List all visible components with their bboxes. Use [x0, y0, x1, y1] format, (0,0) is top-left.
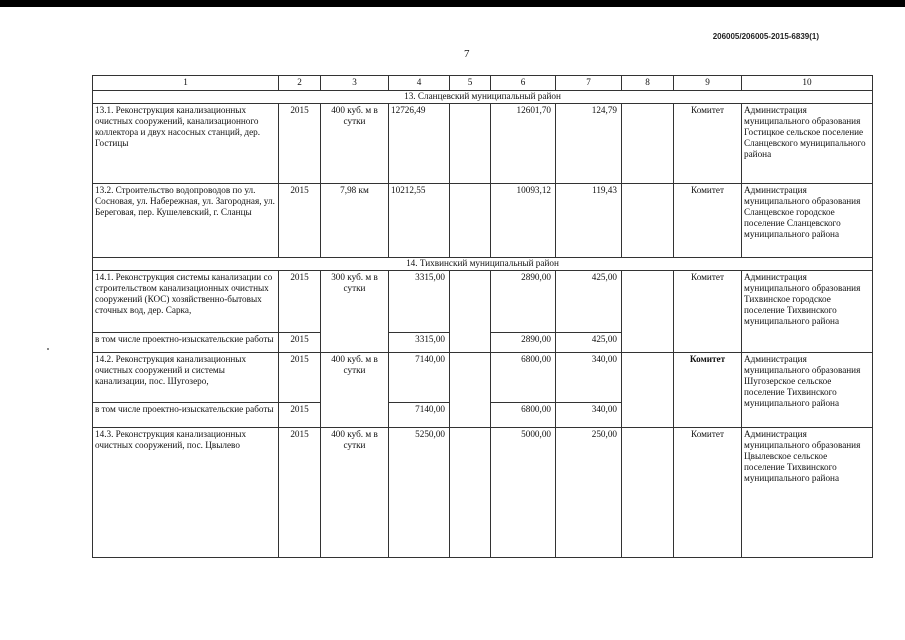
- section-row: [93, 258, 873, 271]
- col-5: [450, 184, 491, 258]
- section-title: 13. Сланцевский муниципальный район: [93, 91, 873, 104]
- subrow-year: 2015: [279, 333, 321, 353]
- table-row: [93, 353, 873, 403]
- total-amount: 10212,55: [389, 184, 450, 258]
- column-header-4: 4: [389, 76, 450, 91]
- year: 2015: [279, 271, 321, 333]
- section-title: 14. Тихвинский муниципальный район: [93, 258, 873, 271]
- column-header-3: 3: [321, 76, 389, 91]
- object-name: 14.1. Реконструкция системы канализации со строительством канализационных очистных сооружений (КОС) хозяйственно-бытовых сточных вод, дер. Сарка,: [93, 271, 279, 333]
- col-8: [622, 104, 674, 184]
- object-name: 13.1. Реконструкция канализационных очистных сооружений, канализационного коллектора и двух насосных станций, дер. Гостицы: [93, 104, 279, 184]
- program-table: [92, 75, 873, 558]
- recipient: Администрация муниципального образования Цвылевское сельское поселение Тихвинского муниципального района: [742, 428, 873, 558]
- scan-speck: [47, 348, 49, 350]
- year: 2015: [279, 104, 321, 184]
- object-name: 14.3. Реконструкция канализационных очистных сооружений, пос. Цвылево: [93, 428, 279, 558]
- col-5: [450, 104, 491, 184]
- capacity: 400 куб. м в сутки: [321, 428, 389, 558]
- column-header-7: 7: [556, 76, 622, 91]
- total-amount: 12726,49: [389, 104, 450, 184]
- subrow-total: 3315,00: [389, 333, 450, 353]
- year: 2015: [279, 353, 321, 403]
- subrow-name: в том числе проектно-изыскательские работы: [93, 403, 279, 428]
- column-header-10: 10: [742, 76, 873, 91]
- col-8: [622, 428, 674, 558]
- object-name: 14.2. Реконструкция канализационных очистных сооружений и системы канализации, пос. Шугозеро,: [93, 353, 279, 403]
- header-row: [93, 76, 873, 91]
- total-amount: 3315,00: [389, 271, 450, 333]
- subrow-col-6: 2890,00: [491, 333, 556, 353]
- col-7-amount: 119,43: [556, 184, 622, 258]
- year: 2015: [279, 428, 321, 558]
- page-number: 7: [464, 48, 470, 60]
- column-header-1: 1: [93, 76, 279, 91]
- col-5: [450, 428, 491, 558]
- column-header-5: 5: [450, 76, 491, 91]
- column-header-9: 9: [674, 76, 742, 91]
- col-8: [622, 184, 674, 258]
- subrow-year: 2015: [279, 403, 321, 428]
- object-name: 13.2. Строительство водопроводов по ул. Сосновая, ул. Набережная, ул. Загородная, ул. Береговая, пер. Кушелевский, г. Сланцы: [93, 184, 279, 258]
- col-7-amount: 250,00: [556, 428, 622, 558]
- col-6-amount: 6800,00: [491, 353, 556, 403]
- scan-top-border: [0, 0, 905, 7]
- col-6-amount: 5000,00: [491, 428, 556, 558]
- col-7-amount: 425,00: [556, 271, 622, 333]
- customer: Комитет: [674, 428, 742, 558]
- customer: Комитет: [674, 353, 742, 428]
- col-8: [622, 271, 674, 353]
- recipient: Администрация муниципального образования Сланцевское городское поселение Сланцевского муниципального района: [742, 184, 873, 258]
- recipient: Администрация муниципального образования Тихвинское городское поселение Тихвинского муниципального района: [742, 271, 873, 353]
- col-6-amount: 12601,70: [491, 104, 556, 184]
- capacity: 7,98 км: [321, 184, 389, 258]
- customer: Комитет: [674, 184, 742, 258]
- col-7-amount: 340,00: [556, 353, 622, 403]
- col-5: [450, 271, 491, 353]
- subrow-col-7: 340,00: [556, 403, 622, 428]
- customer: Комитет: [674, 104, 742, 184]
- column-header-8: 8: [622, 76, 674, 91]
- table-row: [93, 428, 873, 558]
- subrow-total: 7140,00: [389, 403, 450, 428]
- capacity: 400 куб. м в сутки: [321, 353, 389, 428]
- table-row: [93, 271, 873, 333]
- col-7-amount: 124,79: [556, 104, 622, 184]
- table-row: [93, 104, 873, 184]
- table-row: [93, 184, 873, 258]
- customer: Комитет: [674, 271, 742, 353]
- subrow-name: в том числе проектно-изыскательские работы: [93, 333, 279, 353]
- subrow-col-7: 425,00: [556, 333, 622, 353]
- col-5: [450, 353, 491, 428]
- subrow-col-6: 6800,00: [491, 403, 556, 428]
- document-id: 206005/206005-2015-6839(1): [712, 32, 819, 41]
- col-8: [622, 353, 674, 428]
- column-header-2: 2: [279, 76, 321, 91]
- capacity: 300 куб. м в сутки: [321, 271, 389, 353]
- section-row: [93, 91, 873, 104]
- total-amount: 7140,00: [389, 353, 450, 403]
- recipient: Администрация муниципального образования Гостицкое сельское поселение Сланцевского муниципального района: [742, 104, 873, 184]
- recipient: Администрация муниципального образования Шугозерское сельское поселение Тихвинского муниципального района: [742, 353, 873, 428]
- col-6-amount: 10093,12: [491, 184, 556, 258]
- capacity: 400 куб. м в сутки: [321, 104, 389, 184]
- column-header-6: 6: [491, 76, 556, 91]
- year: 2015: [279, 184, 321, 258]
- col-6-amount: 2890,00: [491, 271, 556, 333]
- total-amount: 5250,00: [389, 428, 450, 558]
